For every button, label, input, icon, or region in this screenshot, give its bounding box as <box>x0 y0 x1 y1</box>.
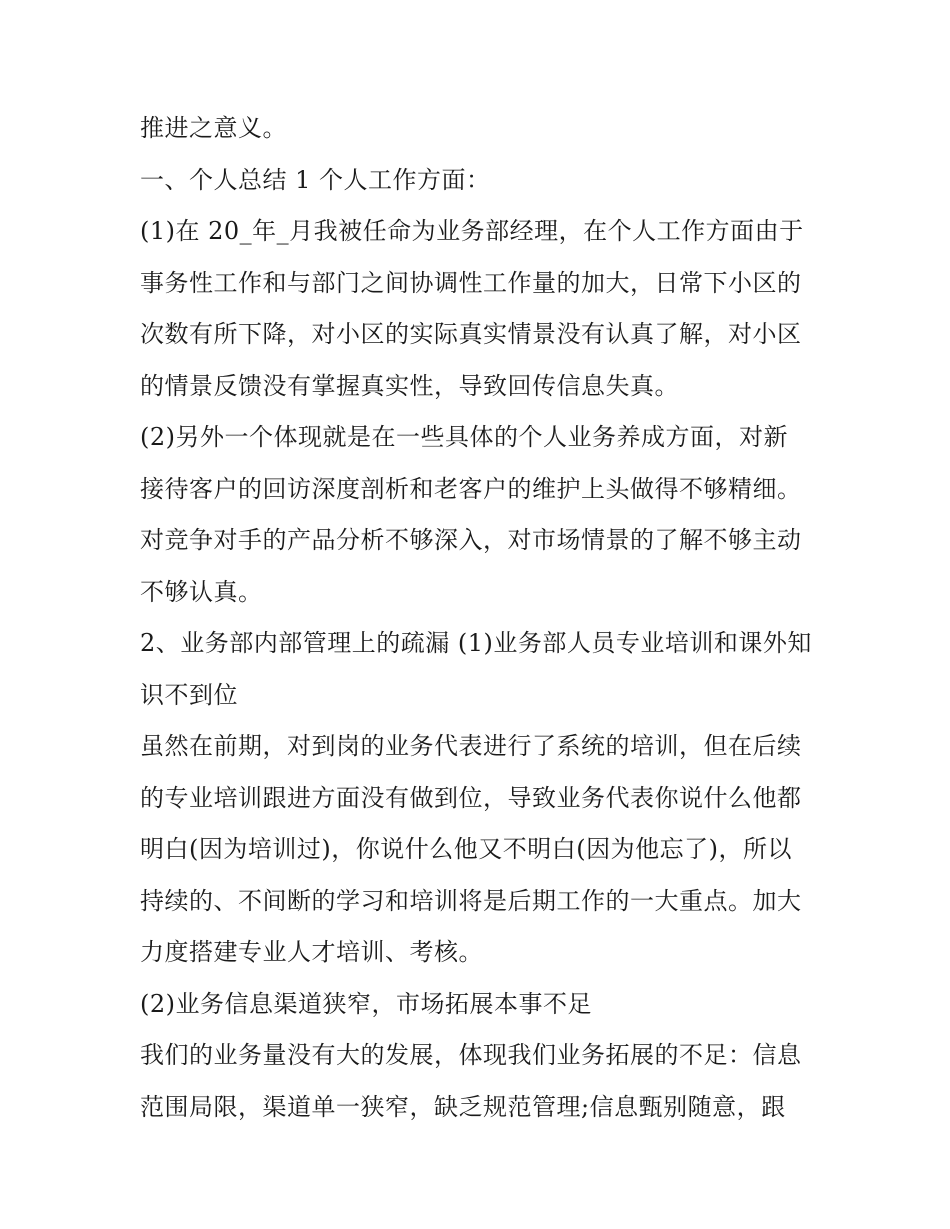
text-line: 不够认真。 <box>140 577 263 606</box>
text-line: (2)业务信息渠道狭窄，市场拓展本事不足 <box>140 989 592 1018</box>
text-line: 持续的、不间断的学习和培训将是后期工作的一大重点。加大 <box>140 886 802 915</box>
section-heading: 一、个人总结 1 个人工作方面： <box>140 165 491 194</box>
text-line: 推进之意义。 <box>140 114 287 142</box>
text-line: 虽然在前期，对到岗的业务代表进行了系统的培训，但在后续 <box>140 732 802 760</box>
text-line: 我们的业务量没有大的发展，体现我们业务拓展的不足：信息 <box>140 1041 802 1069</box>
text-line: (2)另外一个体现就是在一些具体的个人业务养成方面，对新 <box>140 423 788 451</box>
section-heading: 2、业务部内部管理上的疏漏 (1)业务部人员专业培训和课外知 <box>140 629 812 657</box>
text-line: 明白(因为培训过)，你说什么他又不明白(因为他忘了)，所以 <box>140 835 792 863</box>
text-line: 范围局限，渠道单一狭窄，缺乏规范管理;信息甄别随意，跟 <box>140 1092 786 1121</box>
text-line: 识不到位 <box>140 680 238 709</box>
document-body <box>140 108 830 1138</box>
text-line: 事务性工作和与部门之间协调性工作量的加大，日常下小区的 <box>140 268 802 297</box>
text-line: 次数有所下降，对小区的实际真实情景没有认真了解，对小区 <box>140 320 802 348</box>
text-line: 接待客户的回访深度剖析和老客户的维护上头做得不够精细。 <box>140 474 802 503</box>
text-line: (1)在 20_年_月我被任命为业务部经理，在个人工作方面由于 <box>140 217 804 245</box>
text-line: 力度搭建专业人才培训、考核。 <box>140 938 483 966</box>
text-line: 的专业培训跟进方面没有做到位，导致业务代表你说什么他都 <box>140 783 802 812</box>
text-line: 的情景反馈没有掌握真实性，导致回传信息失真。 <box>140 371 679 400</box>
text-line: 对竞争对手的产品分析不够深入，对市场情景的了解不够主动 <box>140 526 802 554</box>
